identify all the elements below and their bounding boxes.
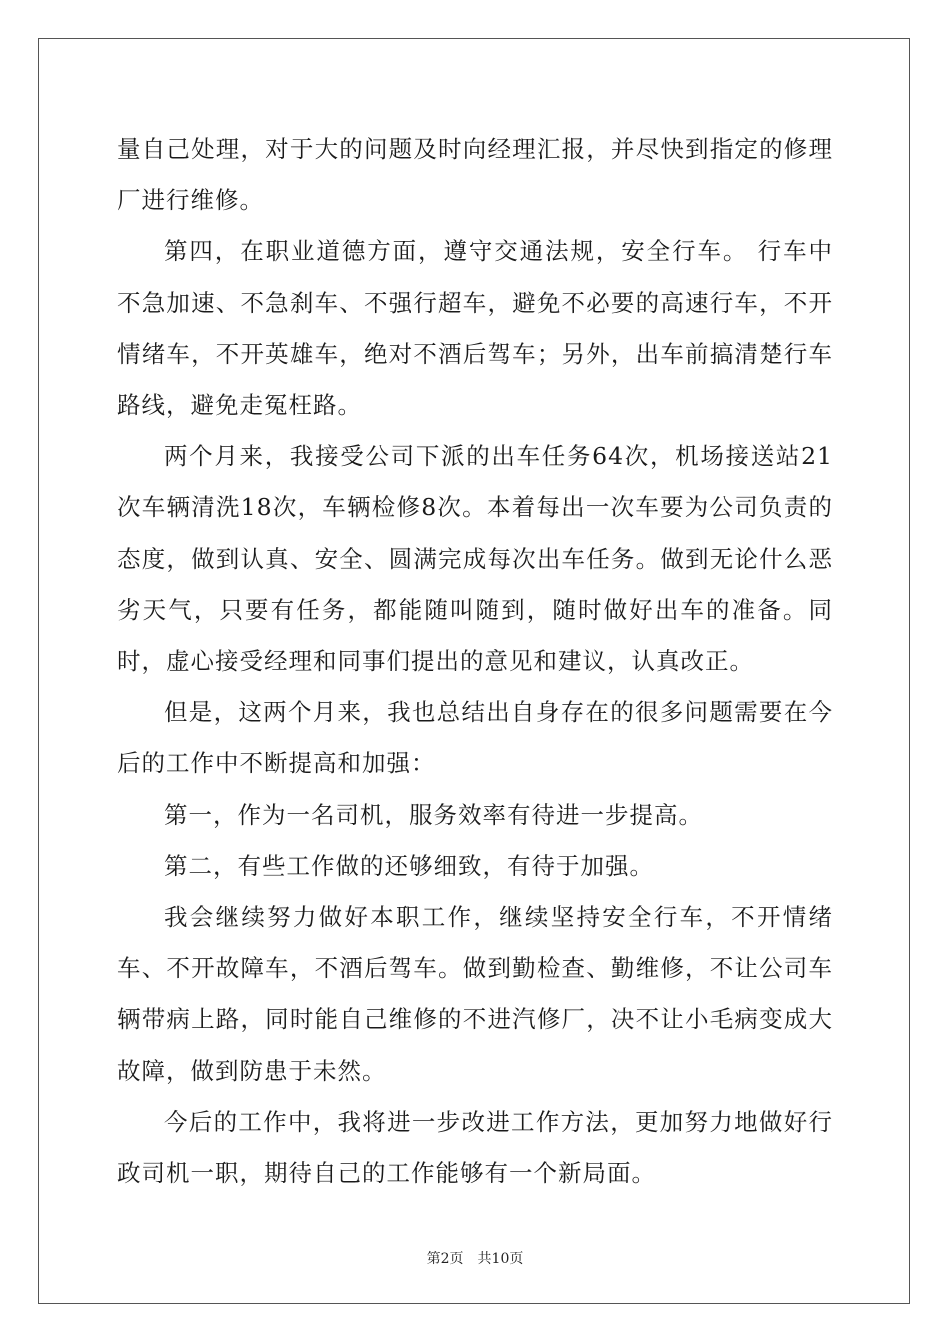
page-number-footer: 第2页 共10页 (426, 1251, 524, 1267)
paragraph-3: 两个月来，我接受公司下派的出车任务64次，机场接送站21次车辆清洗18次，车辆检修8次。本着每出一次车要为公司负责的态度，做到认真、安全、圆满完成每次出车任务。做到无论什么恶劣天气，只要有任务，都能随叫随到，随时做好出车的准备。同时，虚心接受经理和同事们提出的意见和建议，认真改正。 (117, 442, 833, 676)
paragraph-6: 第二，有些工作做的还够细致，有待于加强。 (164, 851, 654, 880)
paragraph-5: 第一，作为一名司机，服务效率有待进一步提高。 (164, 800, 703, 829)
paragraph-7: 我会继续努力做好本职工作，继续坚持安全行车，不开情绪车、不开故障车，不酒后驾车。做到勤检查、勤维修，不让公司车辆带病上路，同时能自己维修的不进汽修厂，决不让小毛病变成大故障，做到防患于未然。 (117, 903, 833, 1085)
document-body (117, 124, 833, 1199)
paragraph-4: 但是，这两个月来，我也总结出自身存在的很多问题需要在今后的工作中不断提高和加强： (117, 698, 833, 778)
paragraph-8: 今后的工作中，我将进一步改进工作方法，更加努力地做好行政司机一职，期待自己的工作能够有一个新局面。 (117, 1107, 833, 1188)
paragraph-2: 第四，在职业道德方面，遵守交通法规，安全行车。 行车中不急加速、不急刹车、不强行超车，避免不必要的高速行车，不开情绪车，不开英雄车，绝对不酒后驾车；另外，出车前搞清楚行车路线，避免走冤枉路。 (117, 237, 833, 420)
paragraph-1: 量自己处理，对于大的问题及时向经理汇报，并尽快到指定的修理厂进行维修。 (117, 135, 833, 215)
